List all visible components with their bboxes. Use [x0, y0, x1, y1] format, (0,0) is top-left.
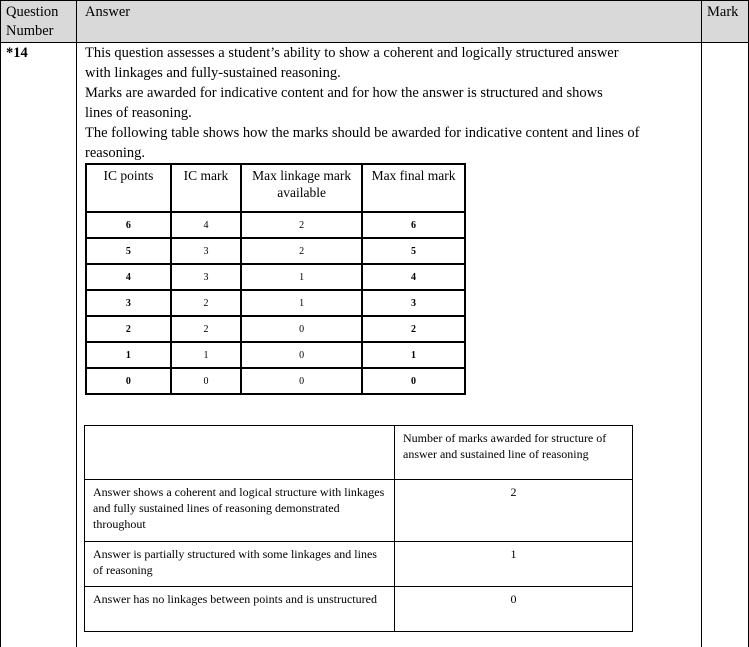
table-cell: 2 — [241, 238, 362, 264]
table-cell: 0 — [362, 368, 465, 394]
header-mark: Mark — [707, 4, 739, 20]
description-cell: Answer shows a coherent and logical structure with linkages and fully sustained lines of reasoning demonstrated throughout — [85, 480, 395, 542]
table-cell: 2 — [171, 290, 241, 316]
table-cell: 1 — [86, 342, 171, 368]
description-cell: Answer is partially structured with some linkages and lines of reasoning — [85, 542, 395, 587]
table-cell: 6 — [362, 212, 465, 238]
column-header: Number of marks awarded for structure of answer and sustained line of reasoning — [395, 426, 633, 480]
table-cell: 3 — [86, 290, 171, 316]
table-cell: 2 — [171, 316, 241, 342]
table-row — [86, 264, 465, 290]
table-row — [86, 342, 465, 368]
table-cell: 0 — [241, 316, 362, 342]
table-cell: 1 — [241, 290, 362, 316]
table-cell: 4 — [362, 264, 465, 290]
marks-cell: 1 — [395, 542, 633, 587]
marks-cell: 0 — [395, 587, 633, 632]
table-cell: 0 — [171, 368, 241, 394]
table-cell: 3 — [171, 264, 241, 290]
divider — [0, 0, 1, 647]
table-row — [86, 238, 465, 264]
table-cell: 5 — [362, 238, 465, 264]
marks-cell: 2 — [395, 480, 633, 542]
table-cell: 5 — [86, 238, 171, 264]
table-cell: 4 — [86, 264, 171, 290]
header-question-number: Question Number — [6, 4, 59, 39]
table-cell: 1 — [362, 342, 465, 368]
structure-marks-table — [84, 425, 633, 632]
ic-marks-table — [85, 163, 466, 395]
table-cell: 2 — [241, 212, 362, 238]
table-cell: 6 — [86, 212, 171, 238]
table-cell: 3 — [362, 290, 465, 316]
column-header: IC mark — [171, 164, 241, 212]
description-cell: Answer has no linkages between points and is unstructured — [85, 587, 395, 632]
question-number: *14 — [6, 45, 28, 61]
table-cell: 1 — [241, 264, 362, 290]
table-header-row — [86, 164, 465, 212]
table-row — [85, 542, 633, 587]
paragraph: Marks are awarded for indicative content and for how the answer is structured and shows lines of reasoning. — [85, 85, 603, 121]
column-header: Max linkage mark available — [241, 164, 362, 212]
table-cell: 1 — [171, 342, 241, 368]
table-row — [86, 316, 465, 342]
divider — [701, 0, 702, 647]
table-cell: 2 — [362, 316, 465, 342]
table-cell: 4 — [171, 212, 241, 238]
table-row — [85, 587, 633, 632]
table-row — [86, 368, 465, 394]
table-row — [86, 290, 465, 316]
header-answer: Answer — [85, 4, 131, 20]
table-cell: 2 — [86, 316, 171, 342]
table-cell: 3 — [171, 238, 241, 264]
table-row — [86, 212, 465, 238]
column-header: IC points — [86, 164, 171, 212]
paragraph: This question assesses a student’s ability to show a coherent and logically structured answer with linkages and fully-sustained reasoning. — [85, 45, 619, 81]
column-header: Max final mark — [362, 164, 465, 212]
table-row — [85, 480, 633, 542]
divider — [76, 0, 77, 647]
table-cell: 0 — [86, 368, 171, 394]
table-cell: 0 — [241, 342, 362, 368]
paragraph: The following table shows how the marks should be awarded for indicative content and lines of reasoning. — [85, 125, 640, 161]
answer-text — [85, 43, 695, 163]
table-cell — [85, 426, 395, 480]
table-header-row — [85, 426, 633, 480]
table-cell: 0 — [241, 368, 362, 394]
